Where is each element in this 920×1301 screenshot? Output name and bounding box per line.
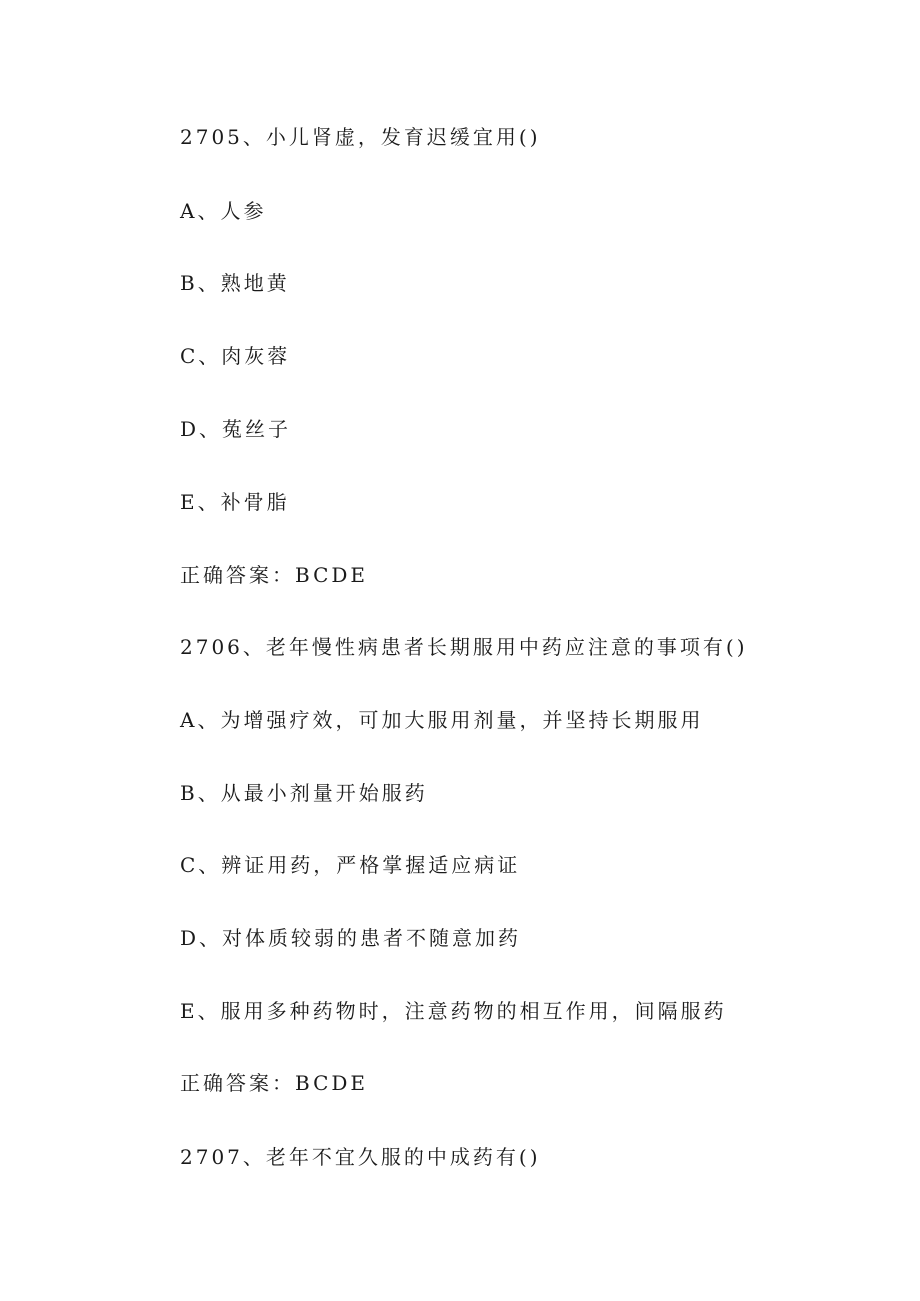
option-e: E、补骨脂 [180, 490, 290, 514]
option-b: B、从最小剂量开始服药 [180, 781, 428, 805]
correct-answer: 正确答案：BCDE [180, 1071, 369, 1095]
correct-answer: 正确答案：BCDE [180, 563, 369, 587]
option-c: C、辨证用药，严格掌握适应病证 [180, 853, 521, 877]
option-d: D、菟丝子 [180, 417, 292, 441]
question-stem: 2706、老年慢性病患者长期服用中药应注意的事项有() [180, 635, 748, 659]
question-stem: 2707、老年不宜久服的中成药有() [180, 1145, 541, 1169]
question-stem: 2705、小儿肾虚，发育迟缓宜用() [180, 125, 541, 149]
option-d: D、对体质较弱的患者不随意加药 [180, 926, 522, 950]
option-c: C、肉灰蓉 [180, 344, 291, 368]
option-a: A、为增强疗效，可加大服用剂量，并坚持长期服用 [180, 708, 704, 732]
option-b: B、熟地黄 [180, 271, 290, 295]
option-a: A、人参 [180, 199, 267, 223]
option-e: E、服用多种药物时，注意药物的相互作用，间隔服药 [180, 999, 727, 1023]
